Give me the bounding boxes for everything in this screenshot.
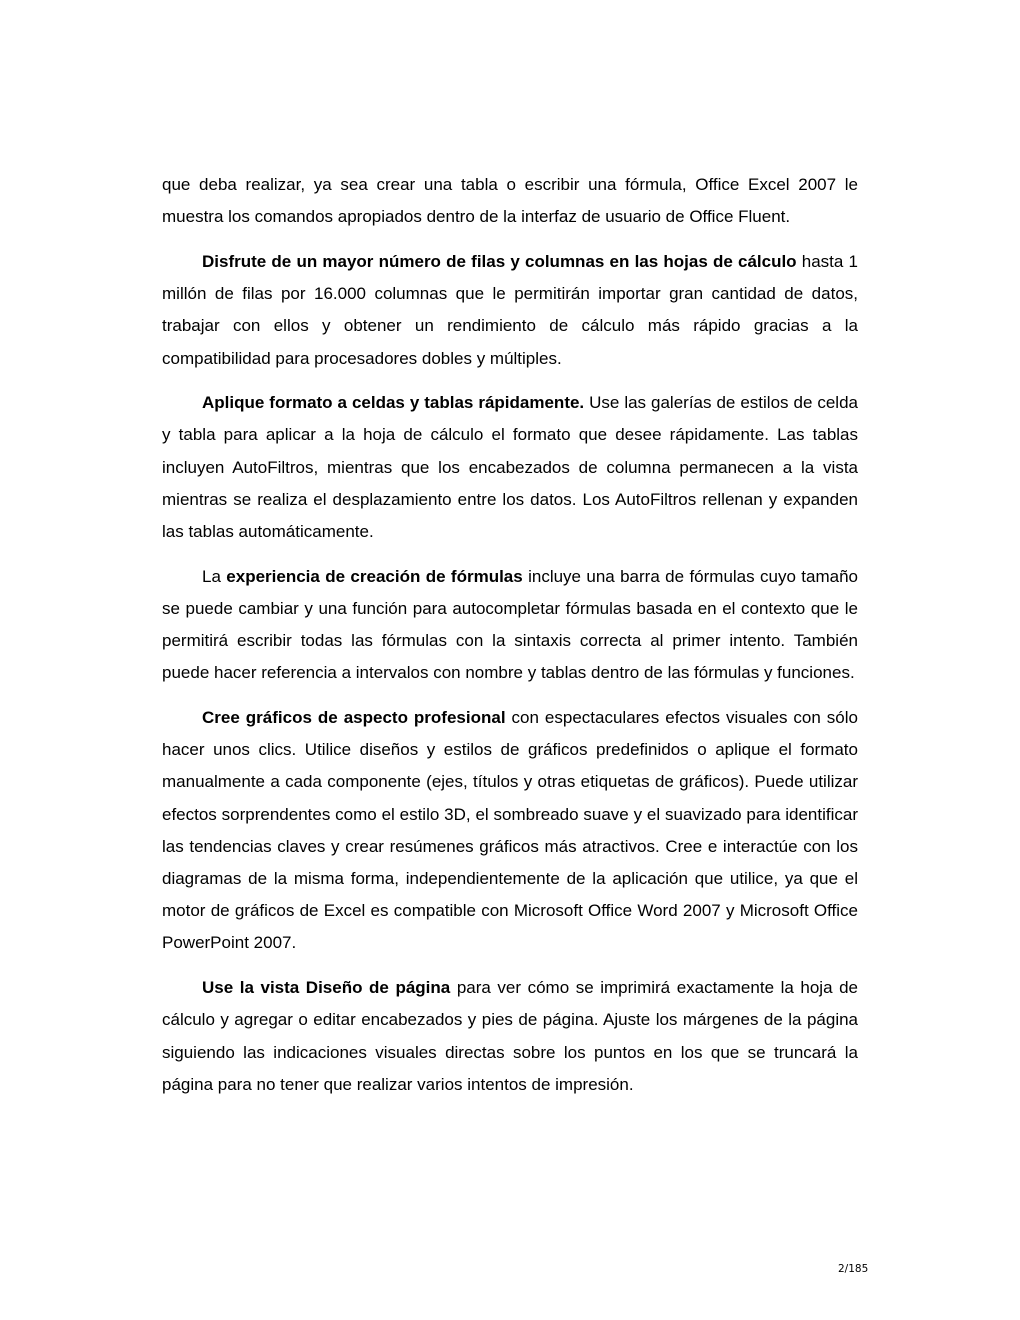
paragraph-prefix: La	[202, 566, 227, 586]
paragraph-lead: experiencia de creación de fórmulas	[226, 566, 523, 586]
paragraph-text: para ver cómo se imprimirá exactamente la hoja de cálculo y agregar o editar encabezados y pies de página. Ajuste los márgenes de la página siguiendo las indicaciones visuales directas sobre los puntos en los que se truncará la página para no tener que realizar varios intentos de impresión.	[162, 978, 858, 1094]
paragraph-cell-format	[162, 387, 858, 548]
paragraph-continuation	[162, 169, 858, 233]
paragraph-formulas	[162, 561, 858, 690]
paragraph-text: con espectaculares efectos visuales con sólo hacer unos clics. Utilice diseños y estilos de gráficos predefinidos o aplique el formato manualmente a cada componente (ejes, títulos y otras etiquetas de gráficos). Puede utilizar efectos sorprendentes como el estilo 3D, el sombreado suave y el suavizado para identificar las tendencias claves y crear resúmenes gráficos más atractivos. Cree e interactúe con los diagramas de la misma forma, independientemente de la aplicación que utilice, ya que el motor de gráficos de Excel es compatible con Microsoft Office Word 2007 y Microsoft Office PowerPoint 2007.	[162, 708, 858, 953]
paragraph-charts	[162, 702, 858, 960]
paragraph-rows-columns	[162, 246, 858, 375]
paragraph-lead: Aplique formato a celdas y tablas rápidamente.	[202, 393, 585, 413]
paragraph-lead: Disfrute de un mayor número de filas y columnas en las hojas de cálculo	[202, 251, 797, 271]
paragraph-text: Use las galerías de estilos de celda y tabla para aplicar a la hoja de cálculo el formato que desee rápidamente. Las tablas incluyen AutoFiltros, mientras que los encabezados de columna permanecen a la vista mientras se realiza el desplazamiento entre los datos. Los AutoFiltros rellenan y expanden las tablas automáticamente.	[162, 393, 858, 542]
page-number: 2/185	[838, 1263, 869, 1275]
paragraph-text: hasta 1 millón de filas por 16.000 columnas que le permitirán importar gran cantidad de datos, trabajar con ellos y obtener un rendimiento de cálculo más rápido gracias a la compatibilidad para procesadores dobles y múltiples.	[162, 251, 858, 368]
paragraph-text: que deba realizar, ya sea crear una tabla o escribir una fórmula, Office Excel 2007 le muestra los comandos apropiados dentro de la interfaz de usuario de Office Fluent.	[162, 175, 858, 227]
paragraph-page-layout	[162, 972, 858, 1101]
paragraph-text: incluye una barra de fórmulas cuyo tamaño se puede cambiar y una función para autocompletar fórmulas basada en el contexto que le permitirá escribir todas las fórmulas con la sintaxis correcta al primer intento. También puede hacer referencia a intervalos con nombre y tablas dentro de las fórmulas y funciones.	[162, 566, 858, 683]
paragraph-lead: Use la vista Diseño de página	[202, 978, 451, 998]
paragraph-lead: Cree gráficos de aspecto profesional	[202, 708, 506, 728]
body-text	[162, 169, 858, 1113]
